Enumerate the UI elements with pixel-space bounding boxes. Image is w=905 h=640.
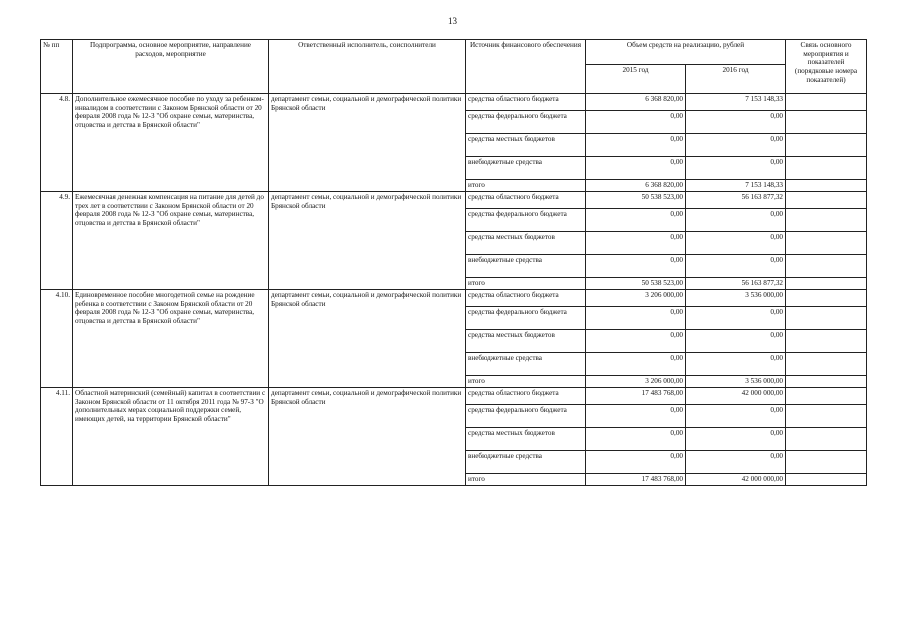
row-number: 4.11. (41, 388, 73, 486)
amount-2015: 0,00 (586, 405, 686, 428)
funding-source: средства областного бюджета (466, 192, 586, 209)
page-number: 13 (448, 16, 457, 26)
amount-2016: 0,00 (686, 111, 786, 134)
amount-2015: 0,00 (586, 428, 686, 451)
amount-2015: 50 538 523,00 (586, 192, 686, 209)
source-row (41, 192, 867, 209)
program-description: Областной материнский (семейный) капитал в соответствии с Законом Брянской области от 11 октября 2011 года № 97-З "О дополнительных мерах социальной поддержки семей, имеющих детей, на территории Брянской области" (73, 388, 269, 486)
indicator-link (786, 111, 867, 134)
indicator-link (786, 307, 867, 330)
row-number: 4.8. (41, 94, 73, 192)
total-2015: 3 206 000,00 (586, 376, 686, 388)
amount-2016: 0,00 (686, 451, 786, 474)
amount-2016: 7 153 148,33 (686, 94, 786, 111)
amount-2015: 0,00 (586, 157, 686, 180)
amount-2016: 56 163 877,32 (686, 192, 786, 209)
total-2016: 3 536 000,00 (686, 376, 786, 388)
funding-source: средства федерального бюджета (466, 111, 586, 134)
amount-2016: 0,00 (686, 405, 786, 428)
funding-source: средства областного бюджета (466, 388, 586, 405)
indicator-link (786, 180, 867, 192)
indicator-link (786, 134, 867, 157)
funding-source: средства местных бюджетов (466, 428, 586, 451)
amount-2015: 0,00 (586, 307, 686, 330)
amount-2016: 3 536 000,00 (686, 290, 786, 307)
header-volume: Объем средств на реализацию, рублей (586, 40, 786, 65)
executor: департамент семьи, социальной и демографической политики Брянской области (269, 290, 466, 388)
total-label: итого (466, 278, 586, 290)
amount-2015: 0,00 (586, 111, 686, 134)
amount-2015: 6 368 820,00 (586, 94, 686, 111)
indicator-link (786, 290, 867, 307)
indicator-link (786, 209, 867, 232)
table-body (41, 94, 867, 486)
funding-source: средства областного бюджета (466, 290, 586, 307)
funding-source: внебюджетные средства (466, 255, 586, 278)
amount-2015: 0,00 (586, 353, 686, 376)
total-2015: 50 538 523,00 (586, 278, 686, 290)
total-label: итого (466, 376, 586, 388)
indicator-link (786, 474, 867, 486)
executor: департамент семьи, социальной и демографической политики Брянской области (269, 192, 466, 290)
amount-2016: 0,00 (686, 134, 786, 157)
amount-2015: 0,00 (586, 134, 686, 157)
amount-2016: 0,00 (686, 428, 786, 451)
header-executor: Ответственный исполнитель, соисполнители (269, 40, 466, 94)
header-row (41, 40, 867, 65)
program-description: Ежемесячная денежная компенсация на питание для детей до трех лет в соответствии с Законом Брянской области от 20 февраля 2008 года № 12-З "Об охране семьи, материнства, отцовства и детства в Брянской области" (73, 192, 269, 290)
amount-2016: 42 000 000,00 (686, 388, 786, 405)
indicator-link (786, 157, 867, 180)
row-number: 4.10. (41, 290, 73, 388)
funding-source: средства областного бюджета (466, 94, 586, 111)
amount-2015: 3 206 000,00 (586, 290, 686, 307)
indicator-link (786, 451, 867, 474)
funding-source: средства местных бюджетов (466, 232, 586, 255)
indicator-link (786, 94, 867, 111)
funding-source: средства федерального бюджета (466, 405, 586, 428)
amount-2016: 0,00 (686, 307, 786, 330)
total-2016: 7 153 148,33 (686, 180, 786, 192)
header-source: Источник финансового обеспечения (466, 40, 586, 94)
executor: департамент семьи, социальной и демографической политики Брянской области (269, 94, 466, 192)
funding-source: средства федерального бюджета (466, 209, 586, 232)
funding-source: средства федерального бюджета (466, 307, 586, 330)
total-label: итого (466, 180, 586, 192)
header-year-2016: 2016 год (686, 65, 786, 94)
amount-2015: 0,00 (586, 232, 686, 255)
row-number: 4.9. (41, 192, 73, 290)
source-row (41, 94, 867, 111)
amount-2015: 17 483 768,00 (586, 388, 686, 405)
funding-source: внебюджетные средства (466, 451, 586, 474)
funding-source: средства местных бюджетов (466, 134, 586, 157)
amount-2016: 0,00 (686, 330, 786, 353)
amount-2015: 0,00 (586, 451, 686, 474)
amount-2016: 0,00 (686, 232, 786, 255)
header-year-2015: 2015 год (586, 65, 686, 94)
executor: департамент семьи, социальной и демографической политики Брянской области (269, 388, 466, 486)
indicator-link (786, 428, 867, 451)
source-row (41, 290, 867, 307)
funding-source: средства местных бюджетов (466, 330, 586, 353)
amount-2015: 0,00 (586, 330, 686, 353)
total-2016: 42 000 000,00 (686, 474, 786, 486)
header-num: № пп (41, 40, 73, 94)
total-2015: 6 368 820,00 (586, 180, 686, 192)
indicator-link (786, 353, 867, 376)
total-2015: 17 483 768,00 (586, 474, 686, 486)
amount-2016: 0,00 (686, 255, 786, 278)
total-label: итого (466, 474, 586, 486)
indicator-link (786, 192, 867, 209)
header-link: Связь основного мероприятия и показателей (порядковые номера показателей) (786, 40, 867, 94)
budget-table (40, 39, 867, 486)
indicator-link (786, 278, 867, 290)
program-description: Единовременное пособие многодетной семье на рождение ребенка в соответствии с Законом Брянской области от 20 февраля 2008 года № 12-З "Об охране семьи, материнства, отцовства и детства в Брянской области" (73, 290, 269, 388)
indicator-link (786, 330, 867, 353)
indicator-link (786, 255, 867, 278)
funding-source: внебюджетные средства (466, 353, 586, 376)
amount-2016: 0,00 (686, 353, 786, 376)
indicator-link (786, 232, 867, 255)
indicator-link (786, 405, 867, 428)
indicator-link (786, 388, 867, 405)
source-row (41, 388, 867, 405)
funding-source: внебюджетные средства (466, 157, 586, 180)
total-2016: 56 163 877,32 (686, 278, 786, 290)
amount-2016: 0,00 (686, 209, 786, 232)
header-program: Подпрограмма, основное мероприятие, направление расходов, мероприятие (73, 40, 269, 94)
indicator-link (786, 376, 867, 388)
amount-2015: 0,00 (586, 209, 686, 232)
program-description: Дополнительное ежемесячное пособие по уходу за ребенком-инвалидом в соответствии с Законом Брянской области от 20 февраля 2008 года № 12-З "Об охране семьи, материнства, отцовства и детства в Брянской области" (73, 94, 269, 192)
amount-2016: 0,00 (686, 157, 786, 180)
amount-2015: 0,00 (586, 255, 686, 278)
